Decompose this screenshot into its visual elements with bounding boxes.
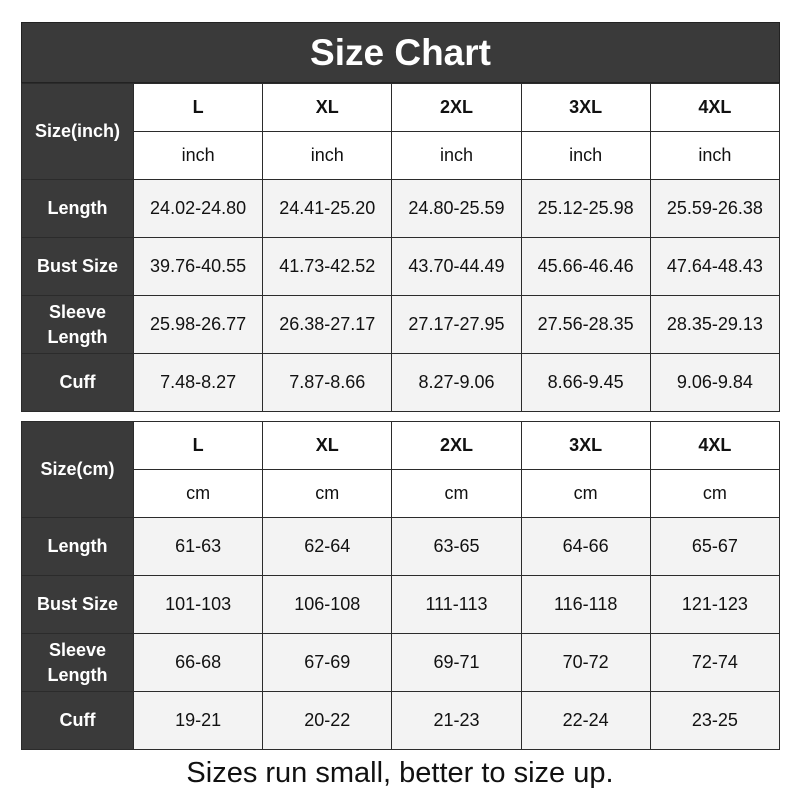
size-header-l: L [134,84,263,132]
unit-cell: cm [650,470,779,518]
unit-cell: cm [392,470,521,518]
size-header-xl: XL [263,422,392,470]
row-label: Cuff [22,692,134,750]
size-header-l: L [134,422,263,470]
value-cell: 24.80-25.59 [392,180,521,238]
unit-cell: inch [521,132,650,180]
value-cell: 72-74 [650,634,779,692]
unit-cell: cm [134,470,263,518]
size-label-cell: Size(inch) [22,84,134,180]
value-cell: 21-23 [392,692,521,750]
size-header-row [22,84,780,132]
value-cell: 26.38-27.17 [263,296,392,354]
value-cell: 64-66 [521,518,650,576]
unit-cell: inch [650,132,779,180]
size-chart-title: Size Chart [21,22,780,83]
unit-cell: inch [134,132,263,180]
value-cell: 116-118 [521,576,650,634]
value-cell: 24.02-24.80 [134,180,263,238]
value-cell: 8.66-9.45 [521,354,650,412]
row-label: Cuff [22,354,134,412]
value-cell: 27.56-28.35 [521,296,650,354]
value-cell: 121-123 [650,576,779,634]
row-label: Sleeve Length [22,296,134,354]
value-cell: 25.59-26.38 [650,180,779,238]
value-cell: 25.98-26.77 [134,296,263,354]
value-cell: 69-71 [392,634,521,692]
row-label: Length [22,518,134,576]
value-cell: 70-72 [521,634,650,692]
value-cell: 101-103 [134,576,263,634]
size-table-cm [21,421,780,750]
value-cell: 24.41-25.20 [263,180,392,238]
value-cell: 63-65 [392,518,521,576]
size-header-3xl: 3XL [521,84,650,132]
table-row-sleeve-length [22,296,780,354]
size-header-xl: XL [263,84,392,132]
value-cell: 41.73-42.52 [263,238,392,296]
value-cell: 66-68 [134,634,263,692]
value-cell: 62-64 [263,518,392,576]
unit-cell: inch [392,132,521,180]
size-header-row [22,422,780,470]
size-header-3xl: 3XL [521,422,650,470]
table-row-length [22,518,780,576]
value-cell: 8.27-9.06 [392,354,521,412]
value-cell: 65-67 [650,518,779,576]
row-label: Bust Size [22,576,134,634]
size-table-inch [21,83,780,412]
size-header-4xl: 4XL [650,84,779,132]
table-row-bust-size [22,238,780,296]
value-cell: 43.70-44.49 [392,238,521,296]
size-header-2xl: 2XL [392,84,521,132]
value-cell: 39.76-40.55 [134,238,263,296]
value-cell: 106-108 [263,576,392,634]
value-cell: 9.06-9.84 [650,354,779,412]
row-label: Bust Size [22,238,134,296]
table-row-cuff [22,692,780,750]
value-cell: 45.66-46.46 [521,238,650,296]
value-cell: 19-21 [134,692,263,750]
unit-cell: cm [263,470,392,518]
unit-cell: cm [521,470,650,518]
value-cell: 7.48-8.27 [134,354,263,412]
row-label: Sleeve Length [22,634,134,692]
table-row-sleeve-length [22,634,780,692]
value-cell: 47.64-48.43 [650,238,779,296]
row-label: Length [22,180,134,238]
value-cell: 25.12-25.98 [521,180,650,238]
value-cell: 20-22 [263,692,392,750]
size-header-2xl: 2XL [392,422,521,470]
value-cell: 61-63 [134,518,263,576]
size-label-cell: Size(cm) [22,422,134,518]
value-cell: 111-113 [392,576,521,634]
table-row-bust-size [22,576,780,634]
size-note: Sizes run small, better to size up. [186,757,614,789]
unit-row [22,132,780,180]
value-cell: 67-69 [263,634,392,692]
value-cell: 22-24 [521,692,650,750]
value-cell: 27.17-27.95 [392,296,521,354]
table-row-cuff [22,354,780,412]
value-cell: 7.87-8.66 [263,354,392,412]
value-cell: 28.35-29.13 [650,296,779,354]
table-row-length [22,180,780,238]
size-header-4xl: 4XL [650,422,779,470]
unit-row [22,470,780,518]
value-cell: 23-25 [650,692,779,750]
unit-cell: inch [263,132,392,180]
